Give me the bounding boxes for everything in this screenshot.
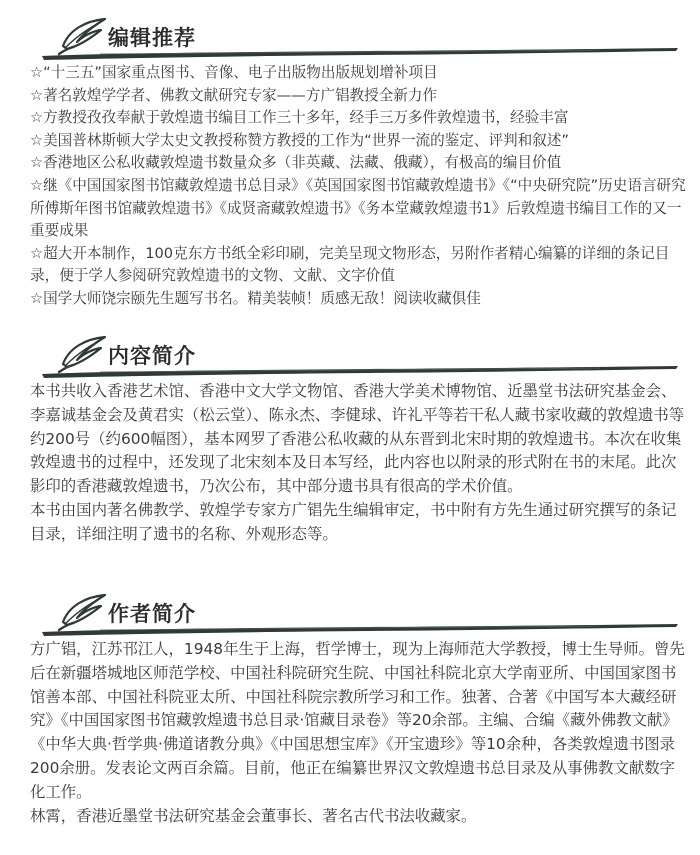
list-item: ☆超大开本制作，100克东方书纸全彩印刷，完美呈现文物形态，另附作者精心编纂的详细的条记目录，便于学人参阅研究敦煌遗书的文物、文献、文字价值 (30, 244, 670, 285)
section-author-intro (0, 590, 700, 828)
section-header (0, 332, 700, 376)
paragraph: 本书共收入香港艺术馆、香港中文大学文物馆、香港大学美术博物馆、近墨堂书法研究基金会、李嘉诚基金会及黄君实（松云堂）、陈永杰、李健球、许礼平等若干私人藏书家收藏的敦煌遗书等约200号（约600幅图），基本网罗了香港公私收藏的从东晋到北宋时期的敦煌遗书。本次在收集敦煌遗书的过程中，还发现了北宋刻本及日本写经，此内容也以附录的形式附在书的末尾。此次影印的香港藏敦煌遗书，乃次公布，其中部分遗书具有很高的学术价值。 (30, 382, 685, 496)
section-title: 内容简介 (108, 344, 196, 368)
list-item: ☆继《中国国家图书馆藏敦煌遗书总目录》《英国国家图书馆藏敦煌遗书》《“中央研究院”历史语言研究所傅斯年图书馆藏敦煌遗书》《成贤斋藏敦煌遗书》《务本堂藏敦煌遗书1》后敦煌遗书编目工作的又一重要成果 (30, 176, 686, 240)
recommendation-list (0, 62, 700, 311)
list-item: ☆方教授孜孜奉献于敦煌遗书编目工作三十多年，经手三万多件敦煌遗书，经验丰富 (30, 109, 569, 127)
list-item: ☆香港地区公私收藏敦煌遗书数量众多（非英藏、法藏、俄藏），有极高的编目价值 (30, 154, 562, 172)
author-intro-text (0, 638, 700, 828)
list-item: ☆著名敦煌学学者、佛教文献研究专家——方广锠教授全新力作 (30, 86, 438, 104)
paragraph: 本书由国内著名佛教学、敦煌学专家方广锠先生编辑审定，书中附有方先生通过研究撰写的条记目录，详细注明了遗书的名称、外观形态等。 (30, 500, 677, 543)
section-title: 编辑推荐 (108, 26, 196, 50)
paragraph: 方广锠，江苏邗江人，1948年生于上海，哲学博士，现为上海师范大学教授，博士生导师。曾先后在新疆塔城地区师范学校、中国社科院研究生院、中国社科院北京大学南亚所、中国国家图书馆善本部、中国社科院亚太所、中国社科院宗教所学习和工作。独著、合著《中国写本大藏经研究》《中国国家图书馆藏敦煌遗书总目录·馆藏目录卷》等20余部。主编、合编《藏外佛教文献》《中华大典·哲学典·佛道诸教分典》《中国思想宝库》《开宝遗珍》等10余种，各类敦煌遗书图录200余册。发表论文两百余篇。目前，他正在编纂世界汉文敦煌遗书总目录及从事佛教文献数字化工作。 (30, 640, 685, 801)
quill-brush-icon (55, 592, 115, 632)
list-item: ☆国学大师饶宗颐先生题写书名。精美装帧！质感无敌！阅读收藏俱佳 (30, 289, 481, 307)
section-editor-recommendation (0, 14, 700, 311)
section-title: 作者简介 (108, 602, 196, 626)
quill-brush-icon (55, 334, 115, 374)
quill-brush-icon (55, 16, 115, 56)
section-header (0, 14, 700, 58)
content-intro-text (0, 380, 700, 547)
list-item: ☆美国普林斯顿大学太史文教授称赞方教授的工作为“世界一流的鉴定、评判和叙述” (30, 131, 569, 149)
section-header (0, 590, 700, 634)
list-item: ☆“十三五”国家重点图书、音像、电子出版物出版规划增补项目 (30, 64, 438, 81)
section-content-intro (0, 332, 700, 547)
paragraph: 林霄，香港近墨堂书法研究基金会董事长、著名古代书法收藏家。 (30, 806, 477, 825)
